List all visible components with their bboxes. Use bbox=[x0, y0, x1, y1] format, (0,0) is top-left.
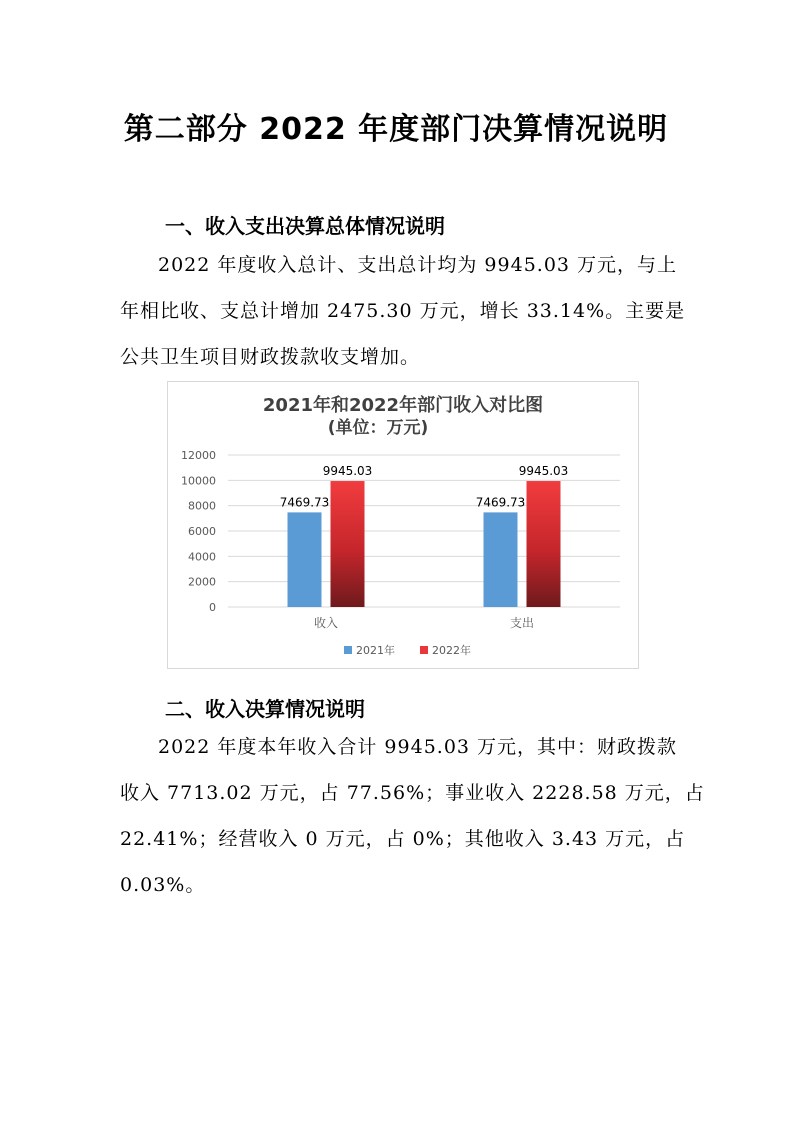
y-tick-label: 12000 bbox=[181, 449, 216, 462]
bar-2021年-支出 bbox=[484, 512, 518, 607]
data-label: 7469.73 bbox=[279, 495, 330, 510]
paragraph-line: 收入 7713.02 万元，占 77.56%；事业收入 2228.58 万元，占 bbox=[120, 782, 705, 804]
y-tick-label: 8000 bbox=[188, 499, 216, 513]
y-tick-label: 4000 bbox=[188, 550, 216, 564]
comparison-chart bbox=[167, 381, 639, 669]
bar-2022年-支出 bbox=[527, 481, 561, 607]
legend-swatch bbox=[420, 646, 428, 654]
legend-label: 2022年 bbox=[432, 644, 471, 657]
bar-chart-svg bbox=[168, 382, 638, 668]
chart-title: 2021年和2022年部门收入对比图 bbox=[262, 395, 544, 416]
bar-2021年-收入 bbox=[288, 512, 322, 607]
paragraph-line: 年相比收、支总计增加 2475.30 万元，增长 33.14%。主要是 bbox=[120, 300, 686, 322]
chart-subtitle: (单位：万元) bbox=[327, 418, 429, 438]
legend-label: 2021年 bbox=[356, 644, 395, 657]
paragraph-income-expense bbox=[120, 242, 686, 380]
paragraph-line: 公共卫生项目财政拨款收支增加。 bbox=[120, 346, 421, 368]
y-tick-label: 2000 bbox=[188, 575, 216, 589]
y-tick-label: 6000 bbox=[188, 525, 216, 538]
data-label: 9945.03 bbox=[518, 464, 569, 479]
paragraph-line: 2022 年度本年收入合计 9945.03 万元，其中：财政拨款 bbox=[158, 736, 678, 758]
page-title: 第二部分 2022 年度部门决算情况说明 bbox=[123, 112, 669, 147]
bar-2022年-收入 bbox=[331, 481, 365, 607]
paragraph-line: 22.41%；经营收入 0 万元，占 0%；其他收入 3.43 万元，占 bbox=[120, 828, 686, 850]
paragraph-income bbox=[120, 724, 705, 908]
y-tick-label: 10000 bbox=[181, 474, 216, 488]
section-heading-income: 二、收入决算情况说明 bbox=[165, 697, 365, 721]
x-tick-label: 支出 bbox=[509, 616, 535, 630]
section-heading-income-expense: 一、收入支出决算总体情况说明 bbox=[165, 214, 445, 238]
legend-swatch bbox=[344, 646, 352, 654]
y-tick-label: 0 bbox=[209, 601, 216, 614]
paragraph-line: 0.03%。 bbox=[120, 874, 206, 896]
paragraph-line: 2022 年度收入总计、支出总计均为 9945.03 万元，与上 bbox=[158, 254, 678, 276]
data-label: 7469.73 bbox=[475, 495, 526, 510]
data-label: 9945.03 bbox=[322, 464, 373, 479]
x-tick-label: 收入 bbox=[313, 616, 339, 630]
